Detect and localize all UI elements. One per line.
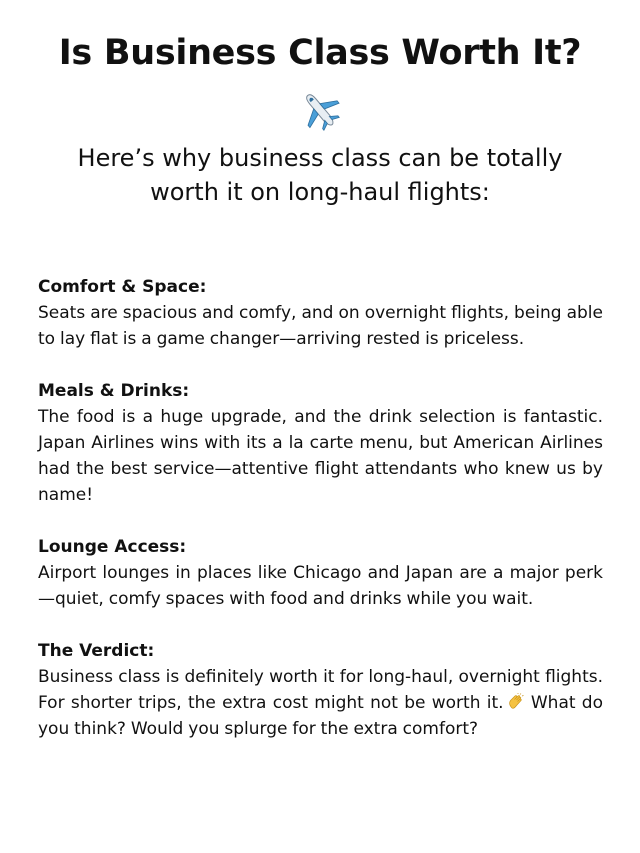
section-body: The food is a huge upgrade, and the drink selection is fantastic. Japan Airlines wins with its a la carte menu, but American Airlines had the best service—attentive flight attendants who knew us by name! xyxy=(38,407,603,505)
airplane-icon xyxy=(298,88,342,132)
section-heading: Comfort & Space: xyxy=(38,277,207,297)
verdict-text: Business class is definitely worth it for long-haul, overnight flights. For shorter trips, the extra cost might not be worth it. xyxy=(38,667,603,713)
section-body: Airport lounges in places like Chicago and Japan are a major perk—quiet, comfy spaces with food and drinks while you wait. xyxy=(38,563,603,609)
section-verdict xyxy=(38,638,603,742)
section-heading: Meals & Drinks: xyxy=(38,381,190,401)
section-heading: Lounge Access: xyxy=(38,537,187,557)
page-subtitle: Here’s why business class can be totally worth it on long-haul flights: xyxy=(77,144,563,206)
section-meals xyxy=(38,378,603,508)
section-body: Seats are spacious and comfy, and on overnight flights, being able to lay flat is a game changer—arriving rested is priceless. xyxy=(38,303,603,349)
content-sections xyxy=(38,274,603,768)
section-comfort xyxy=(38,274,603,352)
page-title: Is Business Class Worth It? xyxy=(58,33,582,73)
clapping-hands-icon xyxy=(507,693,525,711)
section-body xyxy=(38,664,603,742)
section-lounge xyxy=(38,534,603,612)
verdict-question: What do you think? Would you splurge for the extra comfort? xyxy=(38,693,604,739)
section-heading: The Verdict: xyxy=(38,641,155,661)
